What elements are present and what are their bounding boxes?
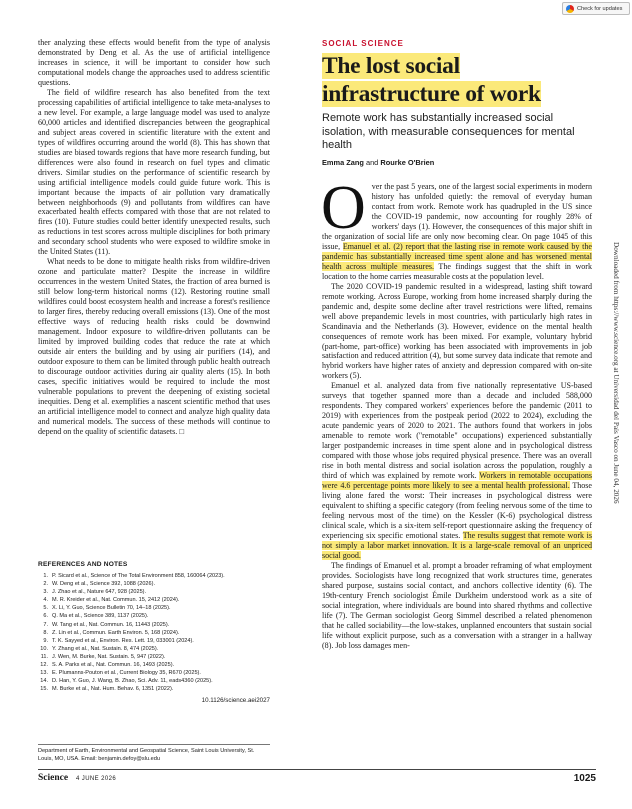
left-column-text <box>38 38 270 437</box>
body-paragraph: The findings of Emanuel et al. prompt a broader reframing of what employment provides. Sociologists have long recognized that work structures time, generates shared purpose, sustains social contact, and anchors collective identity (6). The 19th-century French sociologist Émile Durkheim understood work as a site of social integration, where individuals are bound into shared rhythms and collective life (7). The German sociologist Georg Simmel described a related phenomenon that he called sociability—the low-stakes, unplanned encounters that sustain social life without explicit purpose, such as a conversation with a stranger in a hallway (8). Job loss damages men- <box>322 560 592 650</box>
highlighted-text: Emanuel et al. (2) report that the lasting rise in remote work caused by the pandemic has substantially increased time spent alone and has worsened mental health across multiple measures. <box>322 241 592 271</box>
highlighted-text: The results suggest that remote work is not simply a labor market innovation. It is a large-scale removal of an unpriced social good. <box>322 530 593 560</box>
reference-item: 12. S. A. Parks et al., Nat. Commun. 16, 1493 (2025). <box>40 662 175 669</box>
reference-item: 9. T. K. Sayyed et al., Environ. Res. Lett. 19, 033001 (2024). <box>43 637 194 644</box>
reference-item: 10. Y. Zhang et al., Nat. Sustain. 8, 474 (2025). <box>40 645 159 652</box>
article-subtitle: Remote work has substantially increased social isolation, with measurable consequences for mental health <box>322 112 575 151</box>
reference-item: 15. M. Burke et al., Nat. Hum. Behav. 6, 1351 (2022). <box>40 686 174 693</box>
references-list <box>38 572 270 693</box>
download-notice: Downloaded from https://www.science.org at Universidad del Pais Vasco on June 04, 2026 <box>612 242 620 504</box>
reference-item: 2. W. Deng et al., Science 392, 1088 (2026). <box>43 581 155 588</box>
reference-item: 11. J. Wen, M. Burke, Nat. Sustain. 5, 947 (2022). <box>40 653 166 660</box>
author-byline <box>322 158 434 167</box>
body-paragraph: Emanuel et al. analyzed data from five nationally representative US-based surveys that together spanned more than a decade and included 588,000 respondents. They compared workers' experiences before the pandemic (2011 to 2019) with experiences from the postpeak period (2022 to 2024), excluding the acute pandemic years of 2020 to 2021. The authors found that workers in jobs amenable to remote work ("remotable" occupations) experienced substantially larger postpandemic increases in time spent alone and in psychological distress compared with those whose jobs required physical presence. There was an overall rise in both mental distress and social isolation across the population, roughly a third of which was explained by remote work. Workers in remotable occupations were 4.6 percentage points more likely to see a mental health professional. Those living alone fared the worst: Their increases in psychological distress were equivalent to shifting a specific category (from feeling nervous some of the time to feeling nervous most of the time) on the Kessler (K-6) psychological distress clinical scale, which is a six-item self-report questionnaire asking the frequency of experiencing six specific emotional states. The results suggest that remote work is not simply a labor market innovation. It is a large-scale removal of an unpriced social good. <box>322 381 593 560</box>
article-title <box>322 53 582 108</box>
left-paragraph: The field of wildfire research has also benefited from the text processing capabilities of artificial intelligence to take meta-analyses to a new level. For example, a large language model was used to analyze 60,000 articles and identified discrepancies between the geographical and subject areas covered in scientific literature with the extent and types of wildfires occurring around the world (8). This has shown that studies are biased towards regions that have more research funding, but differences were also found in research on fuel types and climatic drivers. Similar studies on the performance of scientific research by using artificial intelligence models could guide future work. This is important because the impacts of air pollution vary dramatically between neighborhoods (9) and pollutants from wildfires can have exacerbated health effects compared with those that are not related to fires (10). Future studies could better identify unexpected results, such as reductions in test scores across multiple disciplines for both primary and secondary school students who were exposed to wildfire smoke in the United States (11). <box>38 87 270 257</box>
section-label: SOCIAL SCIENCE <box>322 39 404 48</box>
references-heading: REFERENCES AND NOTES <box>38 561 128 568</box>
check-for-updates-button[interactable] <box>562 2 630 15</box>
affiliation-divider <box>38 744 270 745</box>
reference-item: 13. E. Plumanns-Pouton et al., Current Biology 35, R670 (2025). <box>40 670 201 677</box>
footer-divider <box>38 769 596 770</box>
author-conjunction: and <box>365 158 379 167</box>
body-paragraph: The 2020 COVID-19 pandemic resulted in a widespread, lasting shift toward remote working. Across Europe, working from home increased sharply during the pandemic and, despite some decline after travel restrictions were lifted, remains well above prepandemic levels in most countries, with particularly high rates in Scandinavia and the Netherlands (3). However, evidence on the mental health consequences of remote work has been mixed. For example, voluntary hybrid (part-home, part-office) working has been associated with improvements in job satisfaction and reduced attrition (4), but some survey data indicate that remote and hybrid workers have higher rates of anxiety and depression compared with on-site workers (5). <box>322 281 592 381</box>
drop-cap: O <box>321 174 366 242</box>
check-for-updates-label: Check for updates <box>577 5 623 12</box>
reference-item: 8. Z. Lin et al., Commun. Earth Environ. 5, 168 (2024). <box>43 629 180 636</box>
reference-item: 14. D. Han, Y. Guo, J. Wang, B. Zhao, Sci. Adv. 11, eads4360 (2025). <box>40 678 213 685</box>
highlighted-text: Workers in remotable occupations were 4.6 percentage points more likely to see a mental health professional. <box>322 471 593 491</box>
author-affiliation: Department of Earth, Environmental and Geospatial Science, Saint Louis University, St. Louis, MO, USA. Email: benjamin.defoy@slu.edu <box>38 748 255 762</box>
journal-name: Science <box>38 773 69 783</box>
reference-item: 5. X. Li, Y. Guo, Science Bulletin 70, 14–18 (2025). <box>43 605 171 612</box>
left-paragraph: What needs to be done to mitigate health risks from wildfire-driven ozone and particulate matter? Despite the increase in wildfire occurrences in the western United States, the fraction of area burned is still below long-term historical norms (12). Restoring routine small wildfires could boost ecosystem health and increase a forest's resilience to larger fires, thereby reducing overall emissions (13). One of the most effective ways of reducing health risks could be downwind management. Indoor exposure to wildfire-driven pollutants can be limited by improved building codes that reduce the rate at which outside air enters the building and by using air purifiers (14), and outdoor exposure to them can be limited through public health outreach to discourage outdoor activities during air quality alerts (15). In both cases, specific initiatives would be required to include the most vulnerable populations to prevent the deepening of existing societal inequities. Deng et al. exemplifies a nascent scientific method that uses an artificial intelligence model to connect and analyze high quality data and numerical models. The success of these methods will continue to depend on the quality of scientific datasets. □ <box>38 257 270 436</box>
title-line: infrastructure of work <box>322 80 541 107</box>
reference-item: 1. P. Sicard et al., Science of The Total Environment 858, 160064 (2023). <box>43 573 225 579</box>
author-name: Emma Zang <box>322 158 364 167</box>
updates-icon <box>566 5 574 13</box>
lead-paragraph: Over the past 5 years, one of the largest social experiments in modern history has unfolded quietly: the removal of everyday human contact from work. Remote work has quadrupled in the US since the COVID-19 pandemic, now accounting for roughly 28% of workers' days (1). However, the consequences of this major shift in the organization of social life are only now becoming clear. On page 1045 of this issue, Emanuel et al. (2) report that the lasting rise in remote work caused by the pandemic has substantially increased time spent alone and has worsened mental health across multiple measures. The findings suggest that the shift in work location to the home carries measurable costs at the population level. <box>321 174 592 281</box>
page-number: 1025 <box>573 773 596 784</box>
left-paragraph: ther analyzing these effects would benefit from the type of analysis demonstrated by Deng et al. As the use of artificial intelligence increases in science, it will be important to consider how such computational models change the approaches used to address scientific questions. <box>38 38 270 87</box>
reference-item: 4. M. R. Kreider et al., Nat. Commun. 15, 2412 (2024). <box>43 597 180 604</box>
author-name: Rourke O'Brien <box>380 158 435 167</box>
doi-link[interactable]: 10.1126/science.aei2027 <box>201 697 270 704</box>
title-line: The lost social <box>322 53 460 79</box>
issue-date: 4 JUNE 2026 <box>76 776 117 782</box>
reference-item: 7. W. Tang et al., Nat. Commun. 16, 11443 (2025). <box>43 621 170 628</box>
reference-item: 6. Q. Ma et al., Science 389, 1137 (2025). <box>43 613 149 620</box>
reference-item: 3. J. Zhao et al., Nature 647, 928 (2025). <box>43 589 147 596</box>
right-column-text <box>321 174 593 651</box>
